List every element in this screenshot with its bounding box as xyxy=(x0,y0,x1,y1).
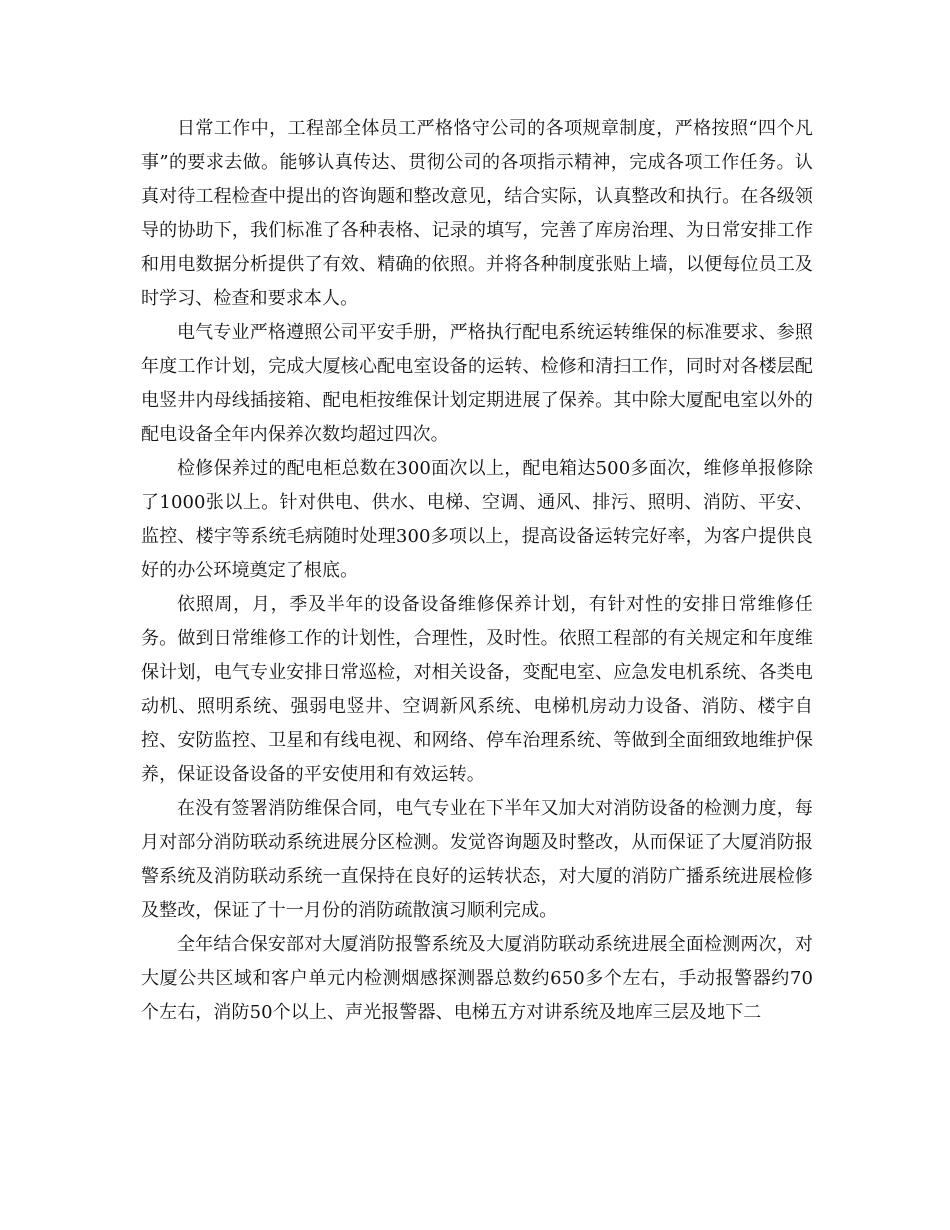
paragraph-6: 全年结合保安部对大厦消防报警系统及大厦消防联动系统进展全面检测两次，对大厦公共区域和客户单元内检测烟感探测器总数约650多个左右，手动报警器约70个左右，消防50个以上、声光报警器、电梯五方对讲系统及地库三层及地下二 xyxy=(141,934,813,1023)
paragraph-4: 依照周，月，季及半年的设备设备维修保养计划，有针对性的安排日常维修任务。做到日常维修工作的计划性，合理性，及时性。依照工程部的有关规定和年度维保计划，电气专业安排日常巡检，对相关设备，变配电室、应急发电机系统、各类电动机、照明系统、强弱电竖井、空调新风系统、电梯机房动力设备、消防、楼宇自控、安防监控、卫星和有线电视、和网络、停车治理系统、等做到全面细致地维护保养，保证设备设备的平安使用和有效运转。 xyxy=(141,594,813,785)
document-body xyxy=(141,112,813,1030)
paragraph-5: 在没有签署消防维保合同，电气专业在下半年又加大对消防设备的检测力度，每月对部分消防联动系统进展分区检测。发觉咨询题及时整改，从而保证了大厦消防报警系统及消防联动系统一直保持在良好的运转状态，对大厦的消防广播系统进展检修及整改，保证了十一月份的消防疏散演习顺利完成。 xyxy=(141,798,813,921)
paragraph-1: 日常工作中，工程部全体员工严格恪守公司的各项规章制度，严格按照“四个凡事”的要求去做。能够认真传达、贯彻公司的各项指示精神，完成各项工作任务。认真对待工程检查中提出的咨询题和整改意见，结合实际，认真整改和执行。在各级领导的协助下，我们标准了各种表格、记录的填写，完善了库房治理、为日常安排工作和用电数据分析提供了有效、精确的依照。并将各种制度张贴上墙，以便每位员工及时学习、检查和要求本人。 xyxy=(141,118,813,309)
paragraph-2: 电气专业严格遵照公司平安手册，严格执行配电系统运转维保的标准要求、参照年度工作计划，完成大厦核心配电室设备的运转、检修和清扫工作，同时对各楼层配电竖井内母线插接箱、配电柜按维保计划定期进展了保养。其中除大厦配电室以外的配电设备全年内保养次数均超过四次。 xyxy=(141,322,813,445)
paragraph-3: 检修保养过的配电柜总数在300面次以上，配电箱达500多面次，维修单报修除了1000张以上。针对供电、供水、电梯、空调、通风、排污、照明、消防、平安、监控、楼宇等系统毛病随时处理300多项以上，提高设备运转完好率，为客户提供良好的办公环境奠定了根底。 xyxy=(141,458,813,581)
